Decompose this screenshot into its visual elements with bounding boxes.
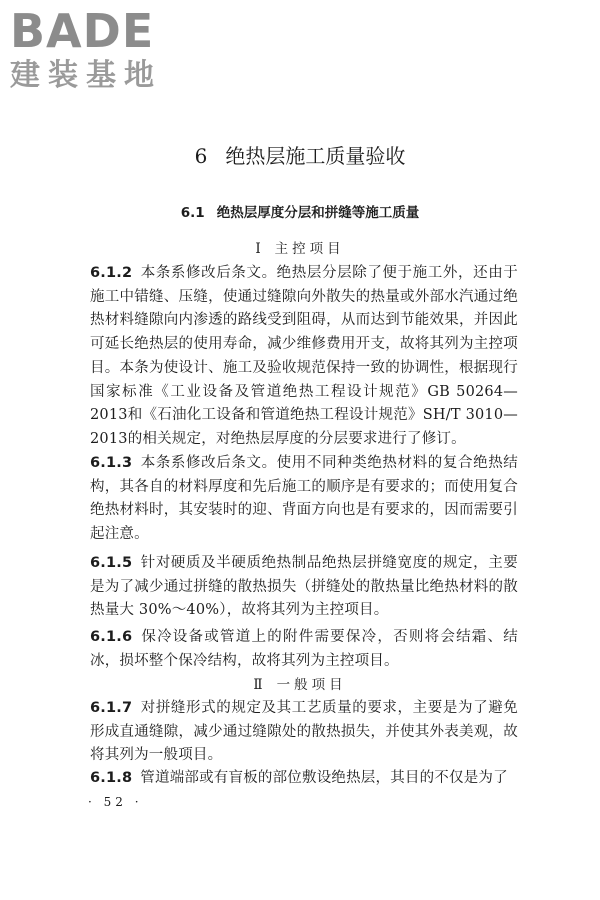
subsection-numeral: Ⅰ bbox=[255, 241, 261, 257]
section-heading bbox=[0, 203, 600, 223]
clause-text: 保冷设备或管道上的附件需要保冷，否则将会结霜、结冰，损坏整个保冷结构，故将其列为主控项目。 bbox=[90, 629, 518, 669]
clause-number: 6.1.6 bbox=[90, 629, 133, 645]
logo-brand: BADE bbox=[10, 4, 155, 58]
clause-number: 6.1.7 bbox=[90, 700, 133, 716]
chapter-heading bbox=[0, 142, 600, 170]
clause-number: 6.1.8 bbox=[90, 770, 133, 786]
clause-6-1-6 bbox=[90, 626, 518, 673]
chapter-number: 6 bbox=[194, 144, 208, 168]
subsection-title: 一般项目 bbox=[276, 677, 347, 693]
clause-text: 对拼缝形式的规定及其工艺质量的要求，主要是为了避免形成直通缝隙，减少通过缝隙处的散热损失，并使其外表美观，故将其列为一般项目。 bbox=[90, 700, 518, 764]
page-number: · 52 · bbox=[88, 795, 143, 809]
clause-6-1-3 bbox=[90, 452, 518, 547]
clause-text: 管道端部或有盲板的部位敷设绝热层，其目的不仅是为了 bbox=[140, 770, 508, 786]
clause-6-1-7 bbox=[90, 697, 518, 768]
clause-text: 本条系修改后条文。绝热层分层除了便于施工外，还由于施工中错缝、压缝，使通过缝隙向外散失的热量或外部水汽通过绝热材料缝隙向内渗透的路线受到阻碍，从而达到节能效果，并因此可延长绝热层的使用寿命，减少维修费用开支，故将其列为主控项目。本条为使设计、施工及验收规范保持一致的协调性，根据现行国家标准《工业设备及管道绝热工程设计规范》GB 50264—2013和《石油化工设备和管道绝热工程设计规范》SH/T 3010—2013的相关规定，对绝热层厚度的分层要求进行了修订。 bbox=[90, 265, 518, 447]
clause-number: 6.1.3 bbox=[90, 455, 133, 471]
subsection-numeral: Ⅱ bbox=[253, 677, 263, 693]
clause-6-1-2 bbox=[90, 262, 518, 452]
section-title: 绝热层厚度分层和拼缝等施工质量 bbox=[216, 205, 420, 221]
logo bbox=[10, 6, 180, 98]
subsection-heading-main-control bbox=[0, 238, 600, 260]
clause-6-1-5 bbox=[90, 552, 518, 623]
clause-text: 本条系修改后条文。使用不同种类绝热材料的复合绝热结构，其各自的材料厚度和先后施工的顺序是有要求的；而使用复合绝热材料时，其安装时的迎、背面方向也是有要求的，因而需要引起注意。 bbox=[90, 455, 518, 543]
clause-number: 6.1.2 bbox=[90, 265, 133, 281]
clause-number: 6.1.5 bbox=[90, 555, 133, 571]
section-number: 6.1 bbox=[180, 205, 205, 221]
clause-6-1-8 bbox=[90, 767, 518, 791]
clause-text: 针对硬质及半硬质绝热制品绝热层拼缝宽度的规定，主要是为了减少通过拼缝的散热损失（拼缝处的散热量比绝热材料的散热量大 30%～40%），故将其列为主控项目。 bbox=[90, 555, 518, 619]
chapter-title: 绝热层施工质量验收 bbox=[225, 144, 406, 168]
subsection-title: 主控项目 bbox=[274, 241, 345, 257]
subsection-heading-general bbox=[0, 674, 600, 696]
logo-subtitle: 建装基地 bbox=[10, 58, 162, 93]
